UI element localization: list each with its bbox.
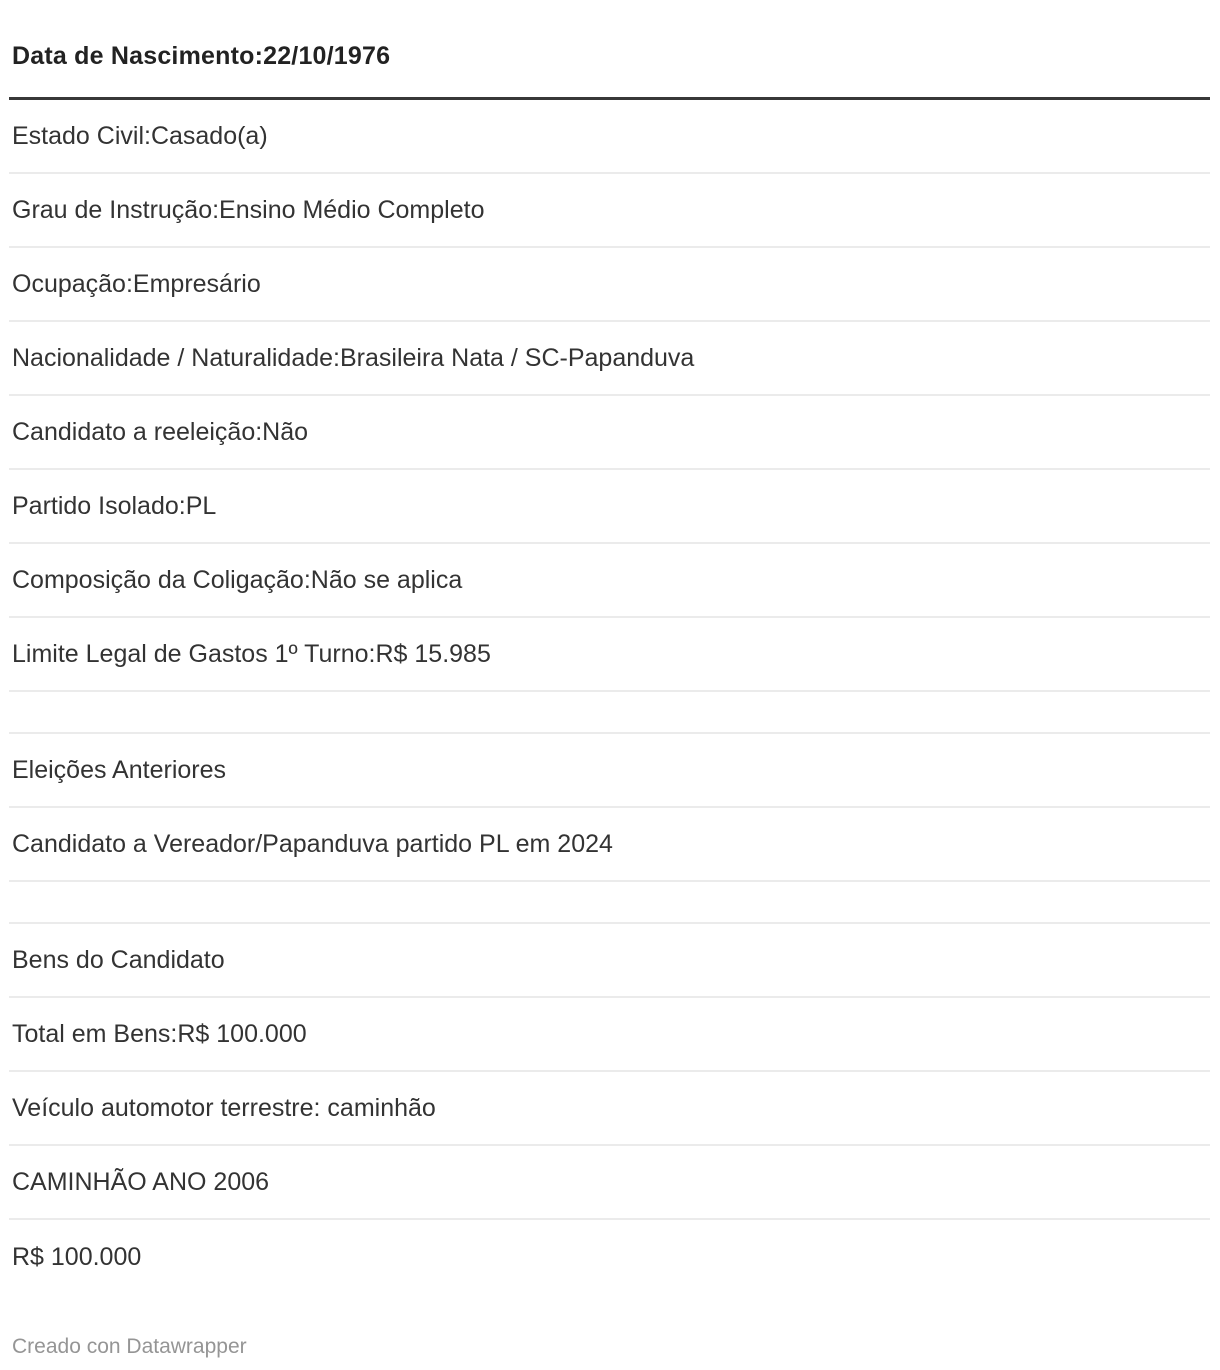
row-text: Limite Legal de Gastos 1º Turno:R$ 15.985	[12, 639, 491, 668]
attribution-footer	[9, 1335, 1220, 1359]
row-text: Nacionalidade / Naturalidade:Brasileira Nata / SC-Papanduva	[12, 343, 695, 372]
table-header-label: Data de Nascimento:22/10/1976	[12, 42, 391, 70]
row-text: Veículo automotor terrestre: caminhão	[12, 1093, 436, 1122]
table-row-nacionalidade	[9, 322, 1210, 396]
table-row-grau-instrucao	[9, 174, 1210, 248]
row-text: Candidato a reeleição:Não	[12, 417, 309, 446]
row-text: R$ 100.000	[12, 1242, 142, 1271]
table-row-estado-civil	[9, 100, 1210, 174]
table-row-bens-candidato	[9, 924, 1210, 998]
row-text: Estado Civil:Casado(a)	[12, 121, 268, 150]
row-text: Grau de Instrução:Ensino Médio Completo	[12, 195, 485, 224]
table-row-veiculo	[9, 1072, 1210, 1146]
table-row-candidatura-2024	[9, 808, 1210, 882]
candidate-info-table	[9, 0, 1210, 1294]
row-text: CAMINHÃO ANO 2006	[12, 1167, 270, 1196]
row-text: Composição da Coligação:Não se aplica	[12, 565, 463, 594]
row-text: Candidato a Vereador/Papanduva partido PL em 2024	[12, 829, 613, 858]
row-text: Total em Bens:R$ 100.000	[12, 1019, 307, 1048]
row-text: Bens do Candidato	[12, 945, 225, 974]
row-text: Ocupação:Empresário	[12, 269, 261, 298]
row-text: Eleições Anteriores	[12, 755, 227, 784]
table-header-row	[9, 0, 1210, 100]
table-row-spacer	[9, 692, 1210, 734]
table-row-eleicoes-anteriores	[9, 734, 1210, 808]
row-text: Partido Isolado:PL	[12, 491, 217, 520]
table-row-reeleicao	[9, 396, 1210, 470]
table-row-valor-bem	[9, 1220, 1210, 1294]
datawrapper-attribution-link[interactable]: Creado con Datawrapper	[12, 1335, 247, 1358]
table-row-spacer	[9, 882, 1210, 924]
table-row-composicao-coligacao	[9, 544, 1210, 618]
table-row-ocupacao	[9, 248, 1210, 322]
table-row-total-bens	[9, 998, 1210, 1072]
table-row-limite-gastos	[9, 618, 1210, 692]
table-row-caminhao-ano	[9, 1146, 1210, 1220]
table-row-partido-isolado	[9, 470, 1210, 544]
